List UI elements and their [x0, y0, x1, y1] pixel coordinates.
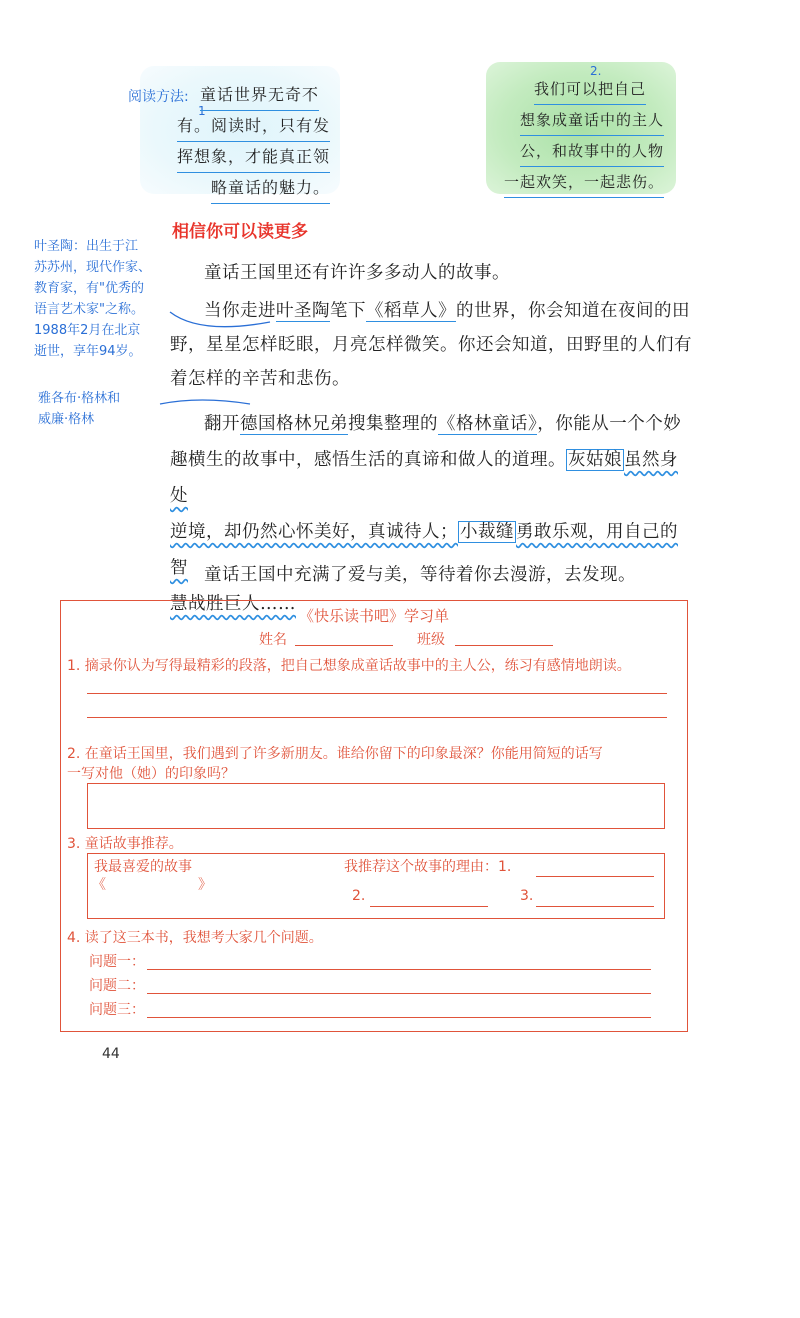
text-span: 逆境，却仍然心怀美好，真诚待人；: [170, 522, 458, 542]
question-2-cont: 一写对他（她）的印象吗？: [67, 766, 235, 782]
tip-line: 想象成童话中的主人: [520, 105, 664, 136]
character-tailor: 小裁缝: [460, 522, 514, 542]
note-line: 语言艺术家"之称。: [34, 302, 144, 317]
book-open-mark: 《: [92, 877, 106, 893]
reason-label: 我推荐这个故事的理由：1.: [344, 859, 512, 875]
question-3-field[interactable]: [147, 1017, 651, 1018]
tip-line: 有。阅读时，只有发: [177, 111, 330, 142]
paragraph-line: 慧战胜巨人……: [170, 594, 296, 614]
text-span: 趣横生的故事中，感悟生活的真谛和做人的道理。: [170, 450, 566, 470]
note-line: 雅各布·格林和: [38, 391, 121, 406]
class-field[interactable]: [455, 645, 553, 646]
tip-line: 略童话的魅力。: [211, 173, 330, 204]
text-span: 的世界，你会知道在夜间的田: [456, 301, 690, 321]
note-line: 叶圣陶：出生于江: [34, 239, 139, 254]
tip-number-2: 2.: [590, 64, 602, 78]
recommend-box: [87, 853, 665, 919]
author-grimm: 德国格林兄弟: [240, 414, 348, 434]
paragraph-line: 野，星星怎样眨眼，月亮怎样微笑。你还会知道，田野里的人们有: [170, 335, 692, 355]
text-span: 虽然身处: [170, 450, 678, 506]
answer-line[interactable]: [87, 717, 667, 718]
text-span: 搜集整理的: [348, 414, 438, 434]
book-daocaoren: 《稻草人》: [366, 301, 456, 321]
worksheet-title: 《快乐读书吧》学习单: [298, 607, 449, 625]
paragraph-2: [170, 294, 694, 396]
note-line: 1988年2月在北京: [34, 323, 141, 338]
question-1: 1. 摘录你认为写得最精彩的段落，把自己想象成童话故事中的主人公，练习有感情地朗读。: [67, 658, 631, 674]
reason-2-field[interactable]: [370, 906, 488, 907]
tip-line: 公，和故事中的人物: [520, 136, 664, 167]
paragraph-1: [170, 258, 694, 288]
question-item-1: 问题一：: [89, 954, 145, 970]
tip-number-1: 1: [198, 104, 206, 118]
reason-1-field[interactable]: [536, 876, 654, 877]
text-span: 笔下: [330, 301, 366, 321]
reason-2-label: 2.: [352, 888, 366, 904]
reason-3-field[interactable]: [536, 906, 654, 907]
text-span: ，你能从一个个妙: [537, 414, 682, 434]
paragraph-text: 童话王国里还有许许多多动人的故事。: [204, 263, 510, 283]
tip-line: 我们可以把自己: [534, 74, 646, 105]
paragraph-line: 着怎样的辛苦和悲伤。: [170, 369, 350, 389]
question-item-2: 问题二：: [89, 978, 145, 994]
tip-line: 一起欢笑，一起悲伤。: [504, 167, 664, 198]
arrow-to-grimm: [160, 400, 250, 404]
text-span: 翻开: [204, 414, 240, 434]
answer-line[interactable]: [87, 693, 667, 694]
text-span: 勇敢乐观，用自己的智: [170, 522, 678, 578]
study-worksheet: [60, 600, 688, 1032]
question-1-field[interactable]: [147, 969, 651, 970]
question-4: 4. 读了这三本书，我想考大家几个问题。: [67, 930, 323, 946]
page-number: 44: [102, 1046, 120, 1062]
reason-3-label: 3.: [520, 888, 534, 904]
note-line: 苏苏州，现代作家、: [34, 260, 152, 275]
tip-line: 童话世界无奇不: [200, 80, 319, 111]
paragraph-text: 童话王国中充满了爱与美，等待着你去漫游，去发现。: [204, 565, 636, 585]
note-line: 威廉·格林: [38, 412, 95, 427]
text-span: 当你走进: [204, 301, 276, 321]
character-cinderella: 灰姑娘: [568, 450, 622, 470]
name-label: 姓名: [259, 632, 287, 648]
favorite-story-label: 我最喜爱的故事: [94, 859, 192, 875]
book-close-mark: 》: [198, 877, 212, 893]
impression-box[interactable]: [87, 783, 665, 829]
tip-line: 挥想象，才能真正领: [177, 142, 330, 173]
question-2-field[interactable]: [147, 993, 651, 994]
section-heading: 相信你可以读更多: [172, 222, 308, 242]
question-2: 2. 在童话王国里，我们遇到了许多新朋友。谁给你留下的印象最深？你能用简短的话写: [67, 746, 603, 762]
question-item-3: 问题三：: [89, 1002, 145, 1018]
paragraph-4: [170, 560, 694, 590]
class-label: 班级: [417, 632, 445, 648]
note-line: 教育家，有"优秀的: [34, 281, 144, 296]
question-3: 3. 童话故事推荐。: [67, 836, 183, 852]
reading-method-label: 阅读方法:: [128, 89, 189, 105]
book-grimm: 《格林童话》: [438, 414, 538, 434]
note-line: 逝世，享年94岁。: [34, 344, 142, 359]
author-yeshengtao: 叶圣陶: [276, 301, 330, 321]
name-field[interactable]: [295, 645, 393, 646]
